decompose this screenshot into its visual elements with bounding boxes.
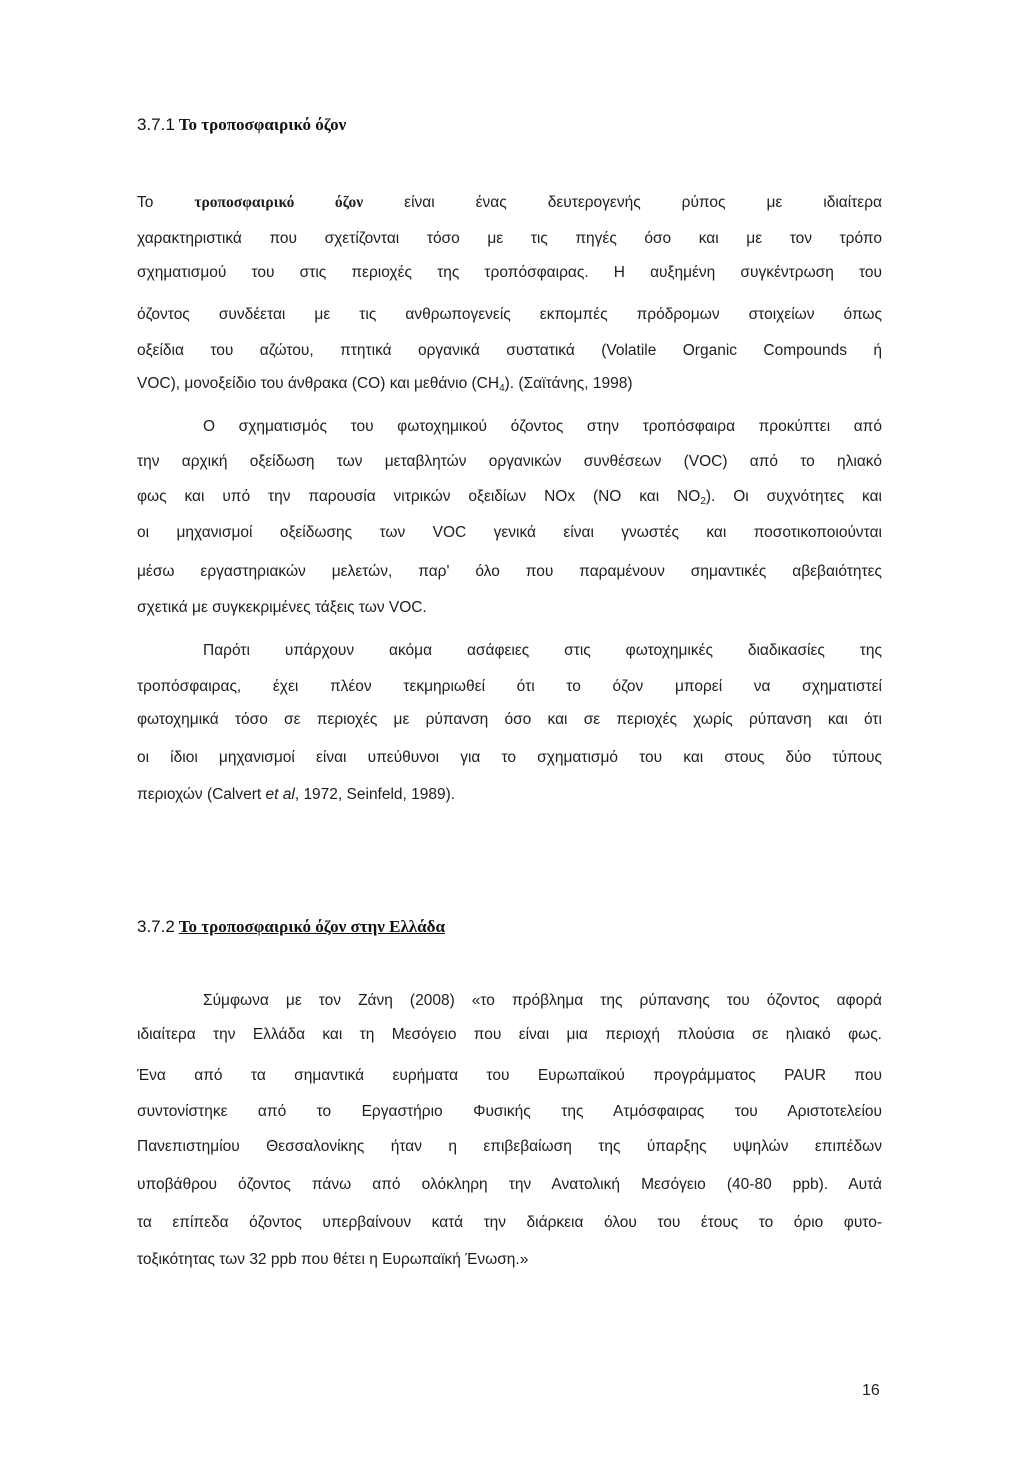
- text-run: συντονίστηκε από το Εργαστήριο Φυσικής της Ατμόσφαιρας του Αριστοτελείου: [137, 1103, 882, 1120]
- text-line: [137, 1213, 882, 1233]
- text-line: [137, 1102, 882, 1122]
- text-line: [137, 263, 882, 283]
- text-line: [137, 452, 882, 472]
- text-run: Πανεπιστημίου Θεσσαλονίκης ήταν η επιβεβαίωση της ύπαρξης υψηλών επιπέδων: [137, 1138, 882, 1155]
- text-line: [137, 523, 882, 543]
- text-line: [203, 991, 882, 1011]
- text-run: οι μηχανισμοί οξείδωσης των VOC γενικά είναι γνωστές και ποσοτικοποιούνται: [137, 524, 882, 541]
- text-run: τοξικότητας των 32 ppb που θέτει η Ευρωπαϊκή Ένωση.»: [137, 1251, 529, 1268]
- text-run: μέσω εργαστηριακών μελετών, παρ' όλο που παραμένουν σημαντικές αβεβαιότητες: [137, 563, 882, 580]
- section-number: 3.7.2: [137, 917, 175, 936]
- section-heading-3-7-2: [137, 917, 445, 937]
- text-line: [137, 193, 882, 213]
- text-run: τα επίπεδα όζοντος υπερβαίνουν κατά την διάρκεια όλου του έτους το όριο φυτο-: [137, 1214, 882, 1231]
- text-run: ). (Σαϊτάνης, 1998): [504, 375, 633, 392]
- text-run: την αρχική οξείδωση των μεταβλητών οργανικών συνθέσεων (VOC) από το ηλιακό: [137, 453, 882, 470]
- text-run: σχηματισμού του στις περιοχές της τροπόσφαιρας. Η αυξημένη συγκέντρωση του: [137, 264, 882, 281]
- text-run: τροπόσφαιρας, έχει πλέον τεκμηριωθεί ότι το όζον μπορεί να σχηματιστεί: [137, 678, 882, 695]
- text-line: [137, 1066, 882, 1086]
- text-run: χαρακτηριστικά που σχετίζονται τόσο με τις πηγές όσο και με τον τρόπο: [137, 230, 882, 247]
- text-run: υποβάθρου όζοντος πάνω από ολόκληρη την Ανατολική Μεσόγειο (40-80 ppb). Αυτά: [137, 1176, 882, 1193]
- text-run: Το: [137, 194, 195, 211]
- text-line: [137, 374, 882, 394]
- text-run: περιοχών (Calvert: [137, 786, 266, 803]
- page-number: 16: [862, 1382, 880, 1399]
- text-line: [137, 677, 882, 697]
- text-line: [137, 229, 882, 249]
- bold-term: τροποσφαιρικό όζον: [194, 194, 364, 211]
- text-run: Ένα από τα σημαντικά ευρήματα του Ευρωπαϊκού προγράμματος PAUR που: [137, 1067, 882, 1084]
- text-line: [137, 710, 882, 730]
- text-line: [137, 1025, 882, 1045]
- text-line: [137, 598, 882, 618]
- italic-term: et al: [265, 786, 295, 803]
- text-run: όζοντος συνδέεται με τις ανθρωπογενείς εκπομπές πρόδρομων στοιχείων όπως: [137, 306, 882, 323]
- text-line: [137, 305, 882, 325]
- subscript: 4: [499, 383, 505, 394]
- text-line: [137, 341, 882, 361]
- text-run: οι ίδιοι μηχανισμοί είναι υπεύθυνοι για το σχηματισμό του και στους δύο τύπους: [137, 749, 882, 766]
- text-line: [137, 1250, 882, 1270]
- text-line: [203, 641, 882, 661]
- text-line: [137, 748, 882, 768]
- text-run: Σύμφωνα με τον Ζάνη (2008) «το πρόβλημα της ρύπανσης του όζοντος αφορά: [203, 992, 882, 1009]
- text-run: ιδιαίτερα την Ελλάδα και τη Μεσόγειο που είναι μια περιοχή πλούσια σε ηλιακό φως.: [137, 1026, 882, 1043]
- text-run: VOC), μονοξείδιο του άνθρακα (CO) και μεθάνιο (CH: [137, 375, 500, 392]
- text-run: σχετικά με συγκεκριμένες τάξεις των VOC.: [137, 599, 427, 616]
- text-line: [137, 785, 882, 805]
- text-run: φωτοχημικά τόσο σε περιοχές με ρύπανση όσο και σε περιοχές χωρίς ρύπανση και ότι: [137, 711, 882, 728]
- text-line: [137, 562, 882, 582]
- text-line: [137, 487, 882, 507]
- text-run: οξείδια του αζώτου, πτητικά οργανικά συστατικά (Volatile Organic Compounds ή: [137, 342, 882, 359]
- text-run: ). Οι συχνότητες και: [705, 488, 882, 505]
- subscript: 2: [700, 496, 706, 507]
- section-heading-3-7-1: [137, 115, 346, 135]
- text-line: [137, 1175, 882, 1195]
- text-run: είναι ένας δευτερογενής ρύπος με ιδιαίτερα: [363, 194, 882, 211]
- text-run: Ο σχηματισμός του φωτοχημικού όζοντος στην τροπόσφαιρα προκύπτει από: [203, 418, 882, 435]
- section-title: Το τροποσφαιρικό όζον στην Ελλάδα: [178, 917, 445, 936]
- section-title: Το τροποσφαιρικό όζον: [178, 115, 347, 134]
- section-number: 3.7.1: [137, 115, 175, 134]
- text-run: Παρότι υπάρχουν ακόμα ασάφειες στις φωτοχημικές διαδικασίες της: [203, 642, 882, 659]
- text-line: [203, 417, 882, 437]
- text-line: [137, 1137, 882, 1157]
- text-run: φως και υπό την παρουσία νιτρικών οξειδίων NOx (NO και NO: [137, 488, 701, 505]
- text-run: , 1972, Seinfeld, 1989).: [294, 786, 456, 803]
